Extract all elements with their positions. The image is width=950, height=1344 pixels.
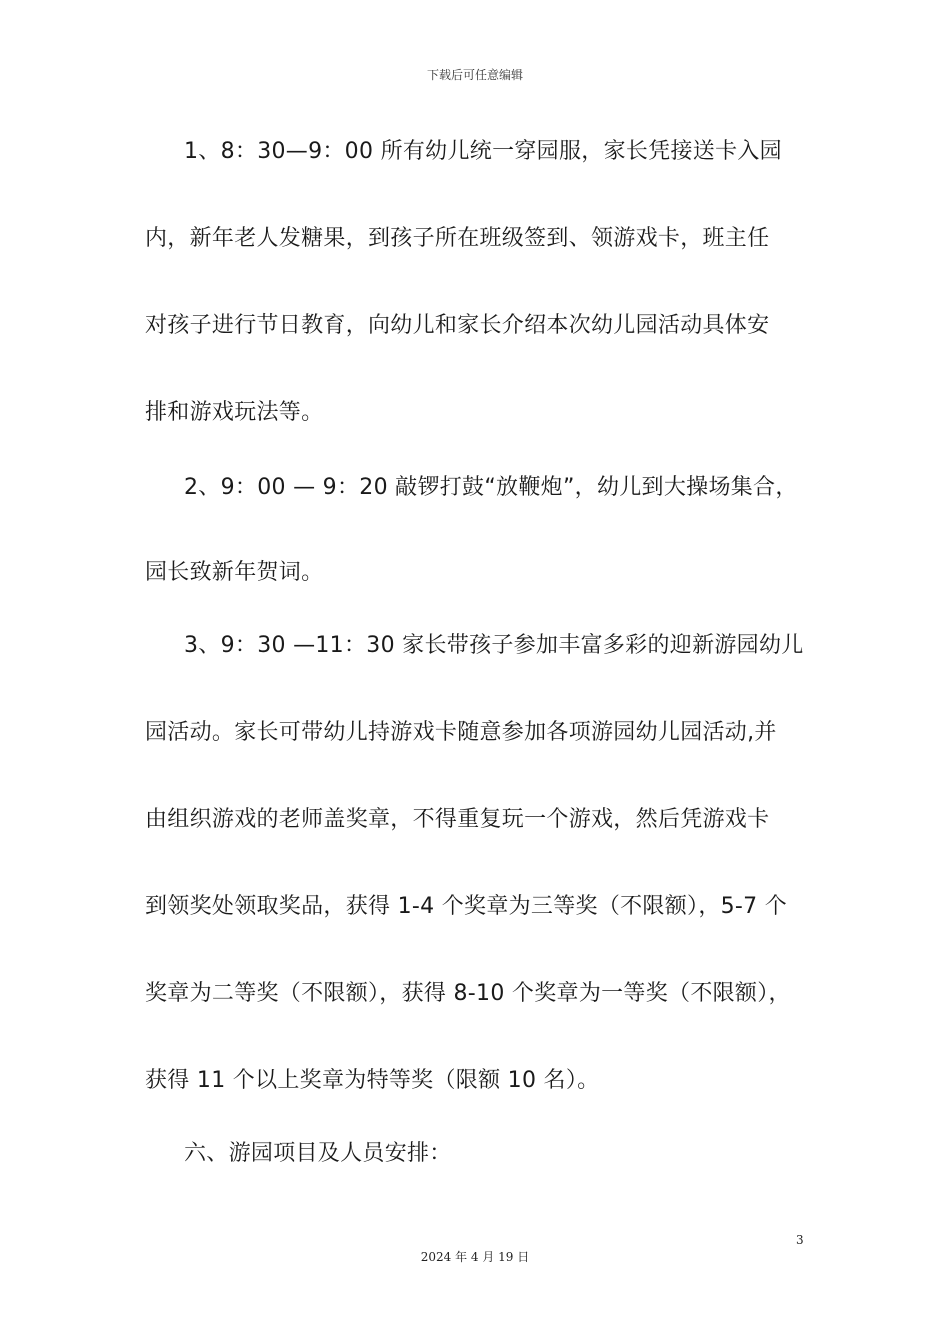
- body-line: 对孩子进行节日教育，向幼儿和家长介绍本次幼儿园活动具体安: [145, 313, 770, 338]
- body-line: 获得 11 个以上奖章为特等奖（限额 10 名）。: [145, 1068, 600, 1093]
- body-line: 园长致新年贺词。: [145, 560, 324, 585]
- footer-date: 2024 年 4 月 19 日: [420, 1250, 530, 1264]
- body-line: 内，新年老人发糖果，到孩子所在班级签到、领游戏卡，班主任: [145, 226, 770, 251]
- page-header: 下载后可任意编辑: [426, 68, 523, 82]
- body-line: 到领奖处领取奖品，获得 1-4 个奖章为三等奖（不限额），5-7 个: [145, 894, 788, 919]
- body-line: 3、9：30 —11：30 家长带孩子参加丰富多彩的迎新游园幼儿: [184, 633, 804, 658]
- body-line: 1、8：30—9：00 所有幼儿统一穿园服，家长凭接送卡入园: [184, 139, 782, 164]
- body-line: 奖章为二等奖（不限额），获得 8-10 个奖章为一等奖（不限额），: [145, 981, 791, 1006]
- body-line: 2、9：00 — 9：20 敲锣打鼓“放鞭炮”，幼儿到大操场集合，: [184, 475, 798, 500]
- section-heading: 六、游园项目及人员安排：: [184, 1141, 452, 1166]
- body-line: 排和游戏玩法等。: [145, 400, 324, 425]
- body-line: 园活动。家长可带幼儿持游戏卡随意参加各项游园幼儿园活动,并: [145, 720, 777, 745]
- body-line: 由组织游戏的老师盖奖章，不得重复玩一个游戏，然后凭游戏卡: [145, 807, 770, 832]
- page-number: 3: [796, 1233, 804, 1247]
